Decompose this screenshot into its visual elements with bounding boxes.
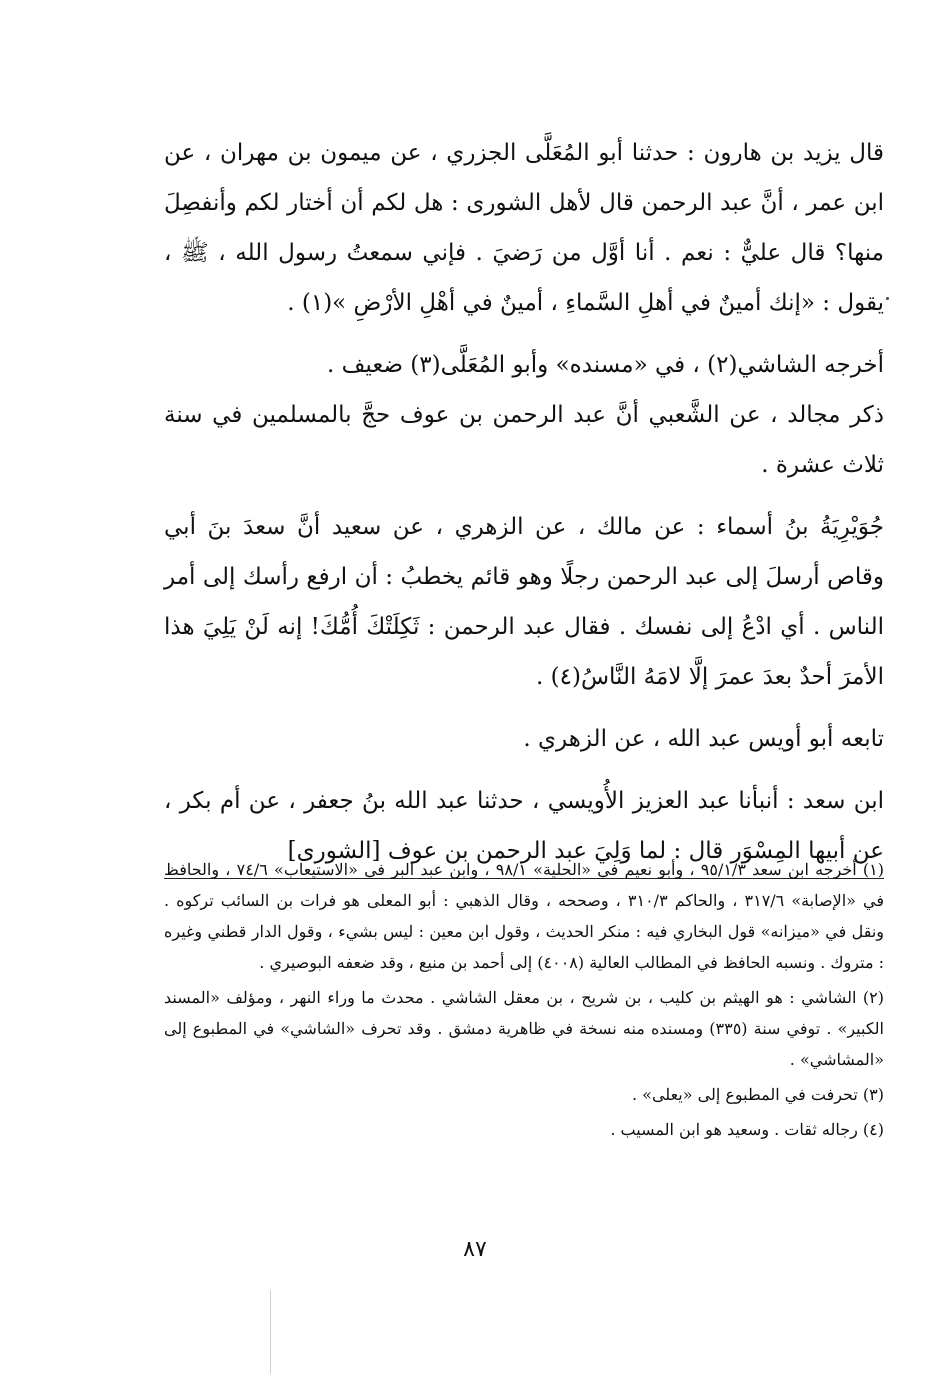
paragraph-4: جُوَيْرِيَةُ بنُ أسماء : عن مالك ، عن الزهري ، عن سعيد أنَّ سعدَ بنَ أبي وقاص أرسلَ إلى عبد الرحمن رجلًا وهو قائم يخطبُ : أن ارفع رأسك إلى أمر الناس . أي ادْعُ إلى نفسك . فقال عبد الرحمن : ثَكِلَتْكَ أُمُّكَ! إنه لَنْ يَلِيَ هذا الأمرَ أحدٌ بعدَ عمرَ إلَّا لامَهُ النَّاسُ(٤) .	[164, 514, 884, 690]
footnote-3: (٣) تحرفت في المطبوع إلى «يعلى» .	[631, 1085, 884, 1104]
footnote-2: (٢) الشاشي : هو الهيثم بن كليب ، بن شريح ، بن معقل الشاشي . محدث ما وراء النهر ، ومؤلف «المسند الكبير» . توفي سنة (٣٣٥) ومسنده منه نسخة في ظاهرية دمشق . وقد تحرف «الشاشي» في المطبوع إلى «المشاشي» .	[164, 988, 884, 1069]
paragraph-3: ذكر مجالد ، عن الشَّعبي أنَّ عبد الرحمن بن عوف حجَّ بالمسلمين في سنة ثلاث عشرة .	[164, 402, 884, 478]
margin-dot	[886, 297, 889, 300]
paragraph-2: أخرجه الشاشي(٢) ، في «مسنده» وأبو المُعَلَّى(٣) ضعيف .	[327, 352, 884, 378]
footnotes-section	[164, 854, 884, 1149]
page-number: ٨٧	[463, 1237, 487, 1262]
scan-margin-line	[270, 1290, 271, 1374]
footnote-1: (١) أخرجه ابن سعد ٩٥/١/٣ ، وأبو نعيم في «الحلية» ٩٨/١ ، وابن عبد البر في «الاستيعاب» ٧٤/٦ ، والحافظ في «الإصابة» ٣١٧/٦ ، والحاكم ٣١٠/٣ ، وصححه ، وقال الذهبي : أبو المعلى هو فرات بن السائب تركوه . ونقل في «ميزانه» قول البخاري فيه : منكر الحديث ، وقول ابن معين : ليس بشيء ، وقول الدار قطني وغيره : متروك . ونسبه الحافظ في المطالب العالية (٤٠٠٨) إلى أحمد بن منيع ، وقد ضعفه البوصيري .	[164, 860, 885, 972]
paragraph-5: تابعه أبو أويس عبد الله ، عن الزهري .	[523, 726, 884, 752]
paragraph-6: ابن سعد : أنبأنا عبد العزيز الأُويسي ، حدثنا عبد الله بنُ جعفر ، عن أم بكر ، عن أبيها المِسْوَر قال : لما وَلِيَ عبد الرحمن بن عوف [الشورى]	[164, 776, 884, 879]
footnote-4: (٤) رجاله ثقات . وسعيد هو ابن المسيب .	[610, 1120, 884, 1139]
main-text-body	[164, 128, 884, 879]
paragraph-1: قال يزيد بن هارون : حدثنا أبو المُعَلَّى الجزري ، عن ميمون بن مهران ، عن ابن عمر ، أنَّ عبد الرحمن قال لأهل الشورى : هل لكم أن أختار لكم وأنفصِلَ منها؟ قال عليٌّ : نعم . أنا أوَّل من رَضيَ . فإني سمعتُ رسول الله ، ﷺ ، يقول : «إنك أمينٌ في أهلِ السَّماءِ ، أمينٌ في أهْلِ الأرْضِ »(١) .	[164, 140, 884, 316]
